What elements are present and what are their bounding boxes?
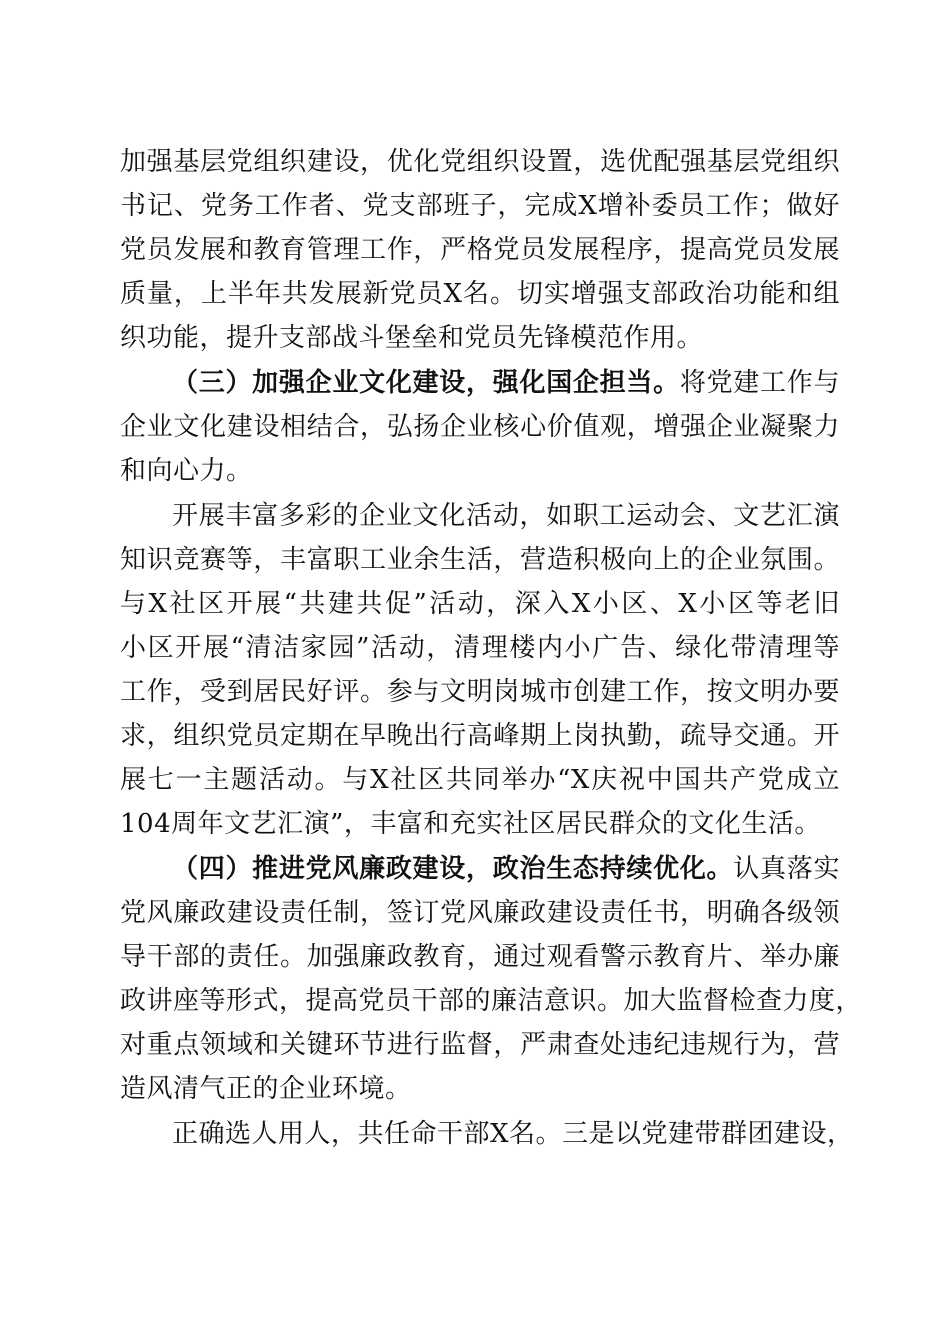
text-line: 工作，受到居民好评。参与文明岗城市创建工作，按文明办要 — [120, 677, 840, 707]
text-line: 企业文化建设相结合，弘扬企业核心价值观，增强企业凝聚力 — [120, 412, 840, 442]
text-line: 党风廉政建设责任制，签订党风廉政建设责任书，明确各级领 — [120, 898, 840, 928]
section-3-text: 将党建工作与 — [679, 368, 840, 398]
section-3-first-line — [172, 364, 840, 402]
text-line: 政讲座等形式，提高党员干部的廉洁意识。加大监督检查力度， — [120, 986, 863, 1016]
text-line: 求，组织党员定期在早晚出行高峰期上岗执勤，疏导交通。开 — [120, 721, 840, 751]
text-line: 导干部的责任。加强廉政教育，通过观看警示教育片、举办廉 — [120, 942, 840, 972]
text-line: 104周年文艺汇演”，丰富和充实社区居民群众的文化生活。 — [120, 809, 821, 839]
text-line: 对重点领域和关键环节进行监督，严肃查处违纪违规行为，营 — [120, 1030, 840, 1060]
text-line: 开展丰富多彩的企业文化活动，如职工运动会、文艺汇演 — [172, 501, 840, 531]
text-line: 书记、党务工作者、党支部班子，完成X增补委员工作；做好 — [120, 191, 840, 221]
section-3-heading: （三）加强企业文化建设，强化国企担当。 — [172, 368, 680, 398]
text-line: 知识竞赛等，丰富职工业余生活，营造积极向上的企业氛围。 — [120, 545, 840, 575]
text-line: 与X社区开展“共建共促”活动，深入X小区、X小区等老旧 — [120, 589, 840, 619]
text-line: 党员发展和教育管理工作，严格党员发展程序，提高党员发展 — [120, 235, 840, 265]
text-line: 正确选人用人，共任命干部X名。三是以党建带群团建设， — [172, 1119, 854, 1149]
text-line: 展七一主题活动。与X社区共同举办“X庆祝中国共产党成立 — [120, 765, 840, 795]
text-line: 加强基层党组织建设，优化党组织设置，选优配强基层党组织 — [120, 147, 840, 177]
text-line: 和向心力。 — [120, 456, 253, 486]
text-line: 造风清气正的企业环境。 — [120, 1074, 412, 1104]
section-4-heading: （四）推进党风廉政建设，政治生态持续优化。 — [172, 854, 734, 884]
section-4-first-line — [172, 850, 840, 888]
section-4-text: 认真落实 — [733, 854, 840, 884]
text-line: 织功能，提升支部战斗堡垒和党员先锋模范作用。 — [120, 323, 704, 353]
text-line: 小区开展“清洁家园”活动，清理楼内小广告、绿化带清理等 — [120, 633, 840, 663]
text-line: 质量，上半年共发展新党员X名。切实增强支部政治功能和组 — [120, 279, 840, 309]
